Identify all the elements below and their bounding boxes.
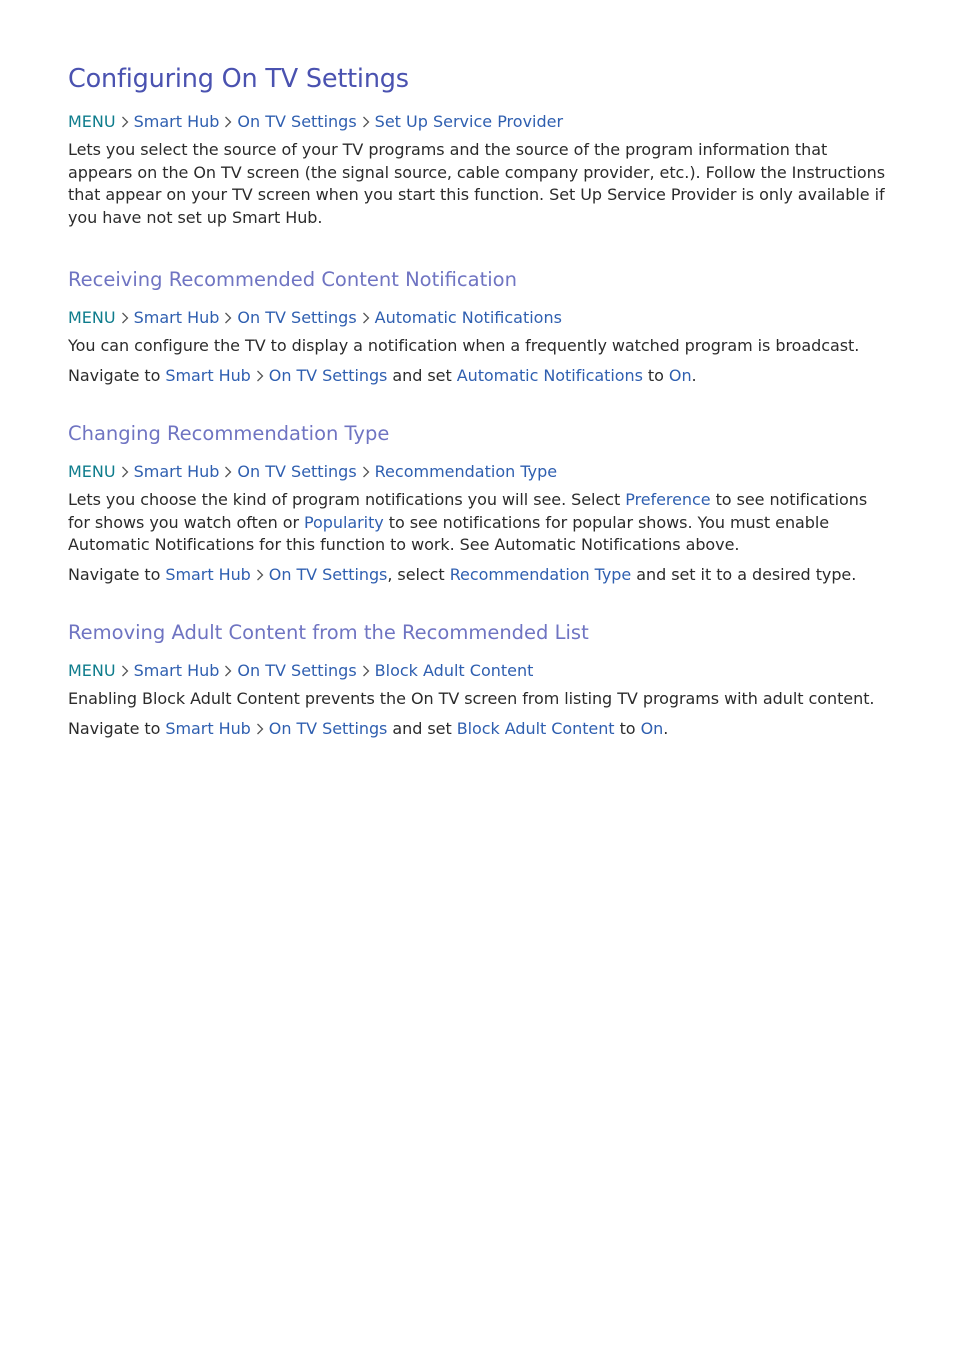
- navigation-instruction: [68, 718, 886, 741]
- menu-path-item: Block Adult Content: [374, 661, 534, 680]
- nav-text: to: [642, 365, 669, 385]
- nav-link-on-tv-settings: On TV Settings: [268, 718, 388, 738]
- nav-link-block-adult-content: Block Adult Content: [456, 718, 615, 738]
- menu-path-item: Smart Hub: [133, 308, 220, 327]
- menu-path-item: On TV Settings: [237, 462, 357, 481]
- nav-link-smart-hub: Smart Hub: [165, 365, 251, 385]
- nav-link-recommendation-type: Recommendation Type: [449, 564, 632, 584]
- nav-text: Navigate to: [68, 365, 166, 385]
- nav-text: Navigate to: [68, 564, 166, 584]
- chevron-right-icon: [251, 564, 269, 587]
- chevron-right-icon: [357, 111, 375, 133]
- section-heading: Receiving Recommended Content Notification: [68, 268, 517, 291]
- chevron-right-icon: [116, 307, 134, 329]
- option-preference: Preference: [625, 490, 711, 509]
- chevron-right-icon: [357, 660, 375, 682]
- menu-path: [68, 111, 886, 133]
- section-removing-adult-content: [68, 620, 886, 740]
- nav-link-on-tv-settings: On TV Settings: [268, 564, 388, 584]
- chevron-right-icon: [219, 461, 237, 483]
- chevron-right-icon: [219, 307, 237, 329]
- option-popularity: Popularity: [304, 512, 384, 532]
- section-heading: Changing Recommendation Type: [68, 422, 390, 445]
- menu-path-root: MENU: [68, 308, 116, 327]
- nav-link-on-tv-settings: On TV Settings: [268, 365, 388, 385]
- nav-text: Navigate to: [68, 718, 166, 738]
- menu-path: [68, 307, 886, 329]
- menu-path: [68, 461, 886, 483]
- section-heading: Removing Adult Content from the Recommended List: [68, 621, 589, 644]
- menu-path-item: Set Up Service Provider: [374, 112, 564, 131]
- nav-link-automatic-notifications: Automatic Notifications: [456, 365, 643, 385]
- nav-link-smart-hub: Smart Hub: [165, 564, 251, 584]
- menu-path-item: On TV Settings: [237, 308, 357, 327]
- chevron-right-icon: [116, 111, 134, 133]
- chevron-right-icon: [219, 111, 237, 133]
- nav-text: and set: [387, 718, 457, 738]
- chevron-right-icon: [219, 660, 237, 682]
- chevron-right-icon: [357, 307, 375, 329]
- menu-path-item: On TV Settings: [237, 112, 357, 131]
- section-description: You can configure the TV to display a notification when a frequently watched program is broadcast.: [68, 336, 860, 355]
- chevron-right-icon: [357, 461, 375, 483]
- menu-path-item: Automatic Notifications: [374, 308, 562, 327]
- nav-text: , select: [387, 564, 450, 584]
- section-set-up-service-provider: [68, 111, 886, 229]
- menu-path: [68, 660, 886, 682]
- chevron-right-icon: [116, 660, 134, 682]
- section-description: Enabling Block Adult Content prevents the On TV screen from listing TV programs with adult content.: [68, 689, 875, 708]
- section-changing-recommendation-type: [68, 421, 886, 586]
- nav-text: .: [663, 718, 669, 738]
- desc-text: to see notifications for popular shows. You must enable Automatic Notifications for this function to work. See Automatic Notifications above.: [68, 512, 830, 554]
- menu-path-item: Smart Hub: [133, 661, 220, 680]
- chevron-right-icon: [251, 365, 269, 388]
- desc-text: to see notifications for shows you watch often or: [68, 490, 868, 532]
- navigation-instruction: [68, 564, 886, 587]
- menu-path-item: Recommendation Type: [374, 462, 558, 481]
- nav-text: and set: [387, 365, 457, 385]
- section-description: [68, 489, 886, 557]
- nav-link-on: On: [640, 718, 664, 738]
- desc-text: Lets you choose the kind of program notifications you will see. Select: [68, 490, 626, 509]
- menu-path-root: MENU: [68, 462, 116, 481]
- nav-link-smart-hub: Smart Hub: [165, 718, 251, 738]
- menu-path-item: Smart Hub: [133, 462, 220, 481]
- chevron-right-icon: [116, 461, 134, 483]
- menu-path-root: MENU: [68, 661, 116, 680]
- nav-text: to: [614, 718, 641, 738]
- navigation-instruction: [68, 365, 886, 388]
- chevron-right-icon: [251, 718, 269, 741]
- section-description: Lets you select the source of your TV programs and the source of the program information that appears on the On TV screen (the signal source, cable company provider, etc.). Follow the Instructions that appear on your TV screen when you start this function. Set Up Service Provider is only available if you have not set up Smart Hub.: [68, 140, 886, 227]
- page-title: Configuring On TV Settings: [68, 64, 409, 94]
- section-receiving-recommended-content: [68, 267, 886, 387]
- nav-text: .: [691, 365, 697, 385]
- menu-path-root: MENU: [68, 112, 116, 131]
- menu-path-item: On TV Settings: [237, 661, 357, 680]
- nav-text: and set it to a desired type.: [631, 564, 857, 584]
- menu-path-item: Smart Hub: [133, 112, 220, 131]
- nav-link-on: On: [668, 365, 692, 385]
